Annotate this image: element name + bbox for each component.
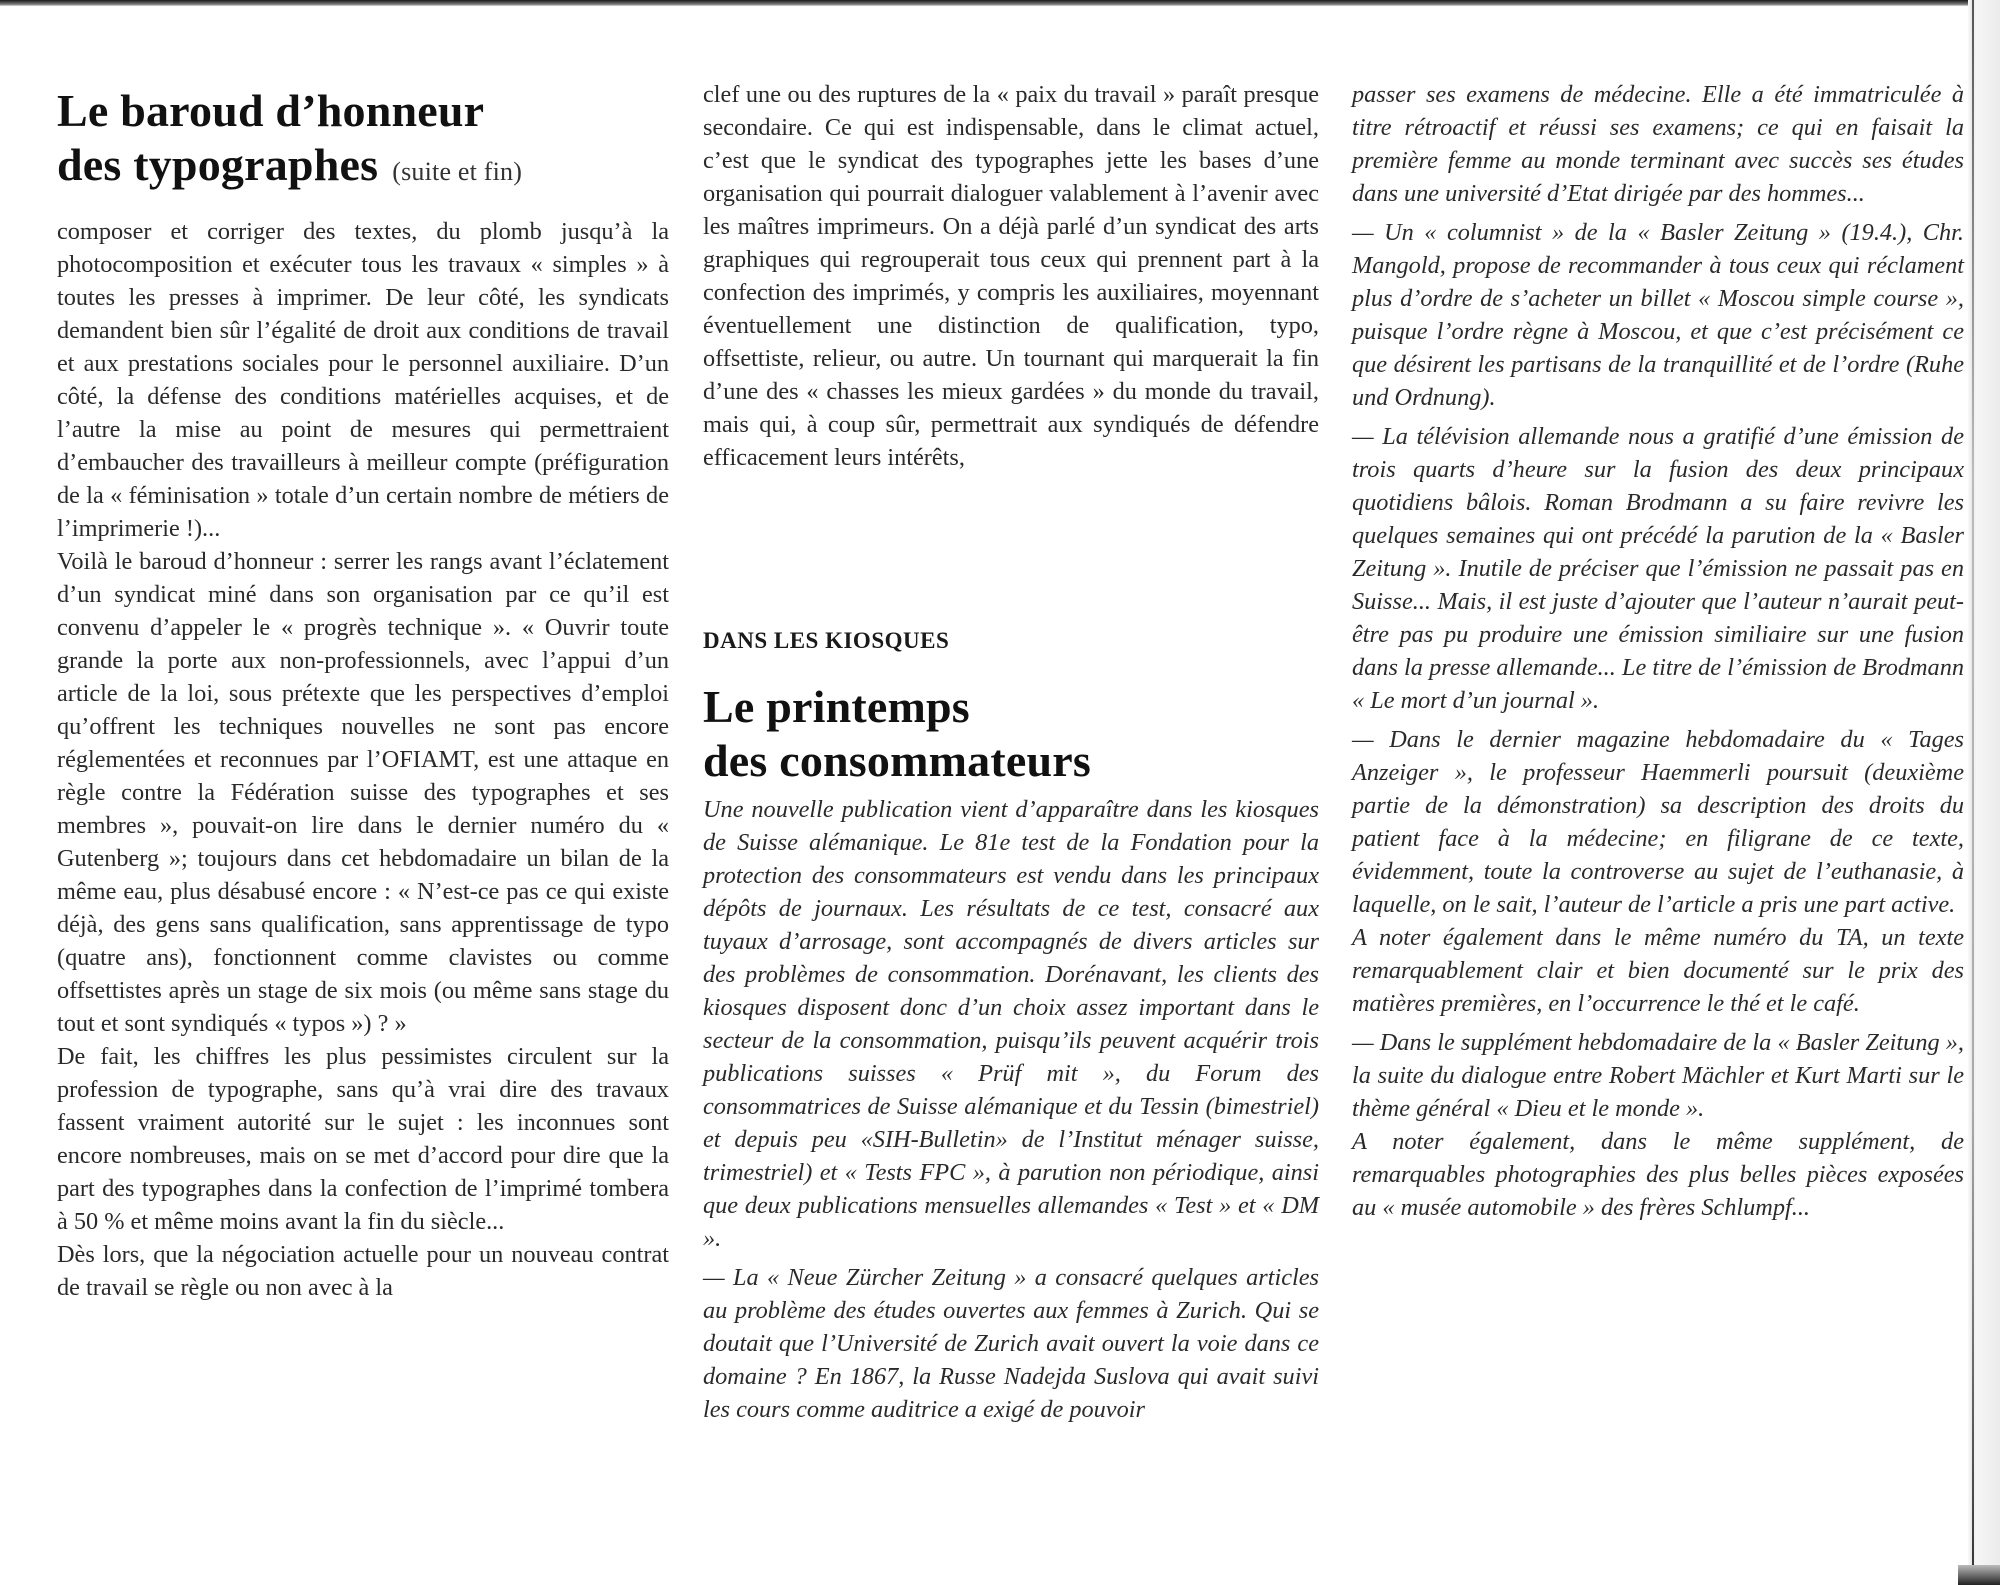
- article2-title-line2: des consommateurs: [703, 735, 1091, 786]
- paragraph: Une nouvelle publication vient d’apparaître dans les kiosques de Suisse alémanique. Le 81e test de la Fondation pour la protection des consommateurs est vendu dans les principaux dépôts de journaux. Les résultats de ce test, consacré aux tuyaux d’arrosage, sont accompagnés de divers articles sur des problèmes de consommation. Dorénavant, les clients des kiosques disposent donc d’un choix assez important dans le secteur de la consommation, puisqu’ils peuvent acquérir trois publications suisses « Prüf mit », du Forum des consommatrices de Suisse alémanique et du Tessin (bimestriel) et depuis peu «SIH-Bulletin» de l’Institut ménager suisse, trimestriel) et « Tests FPC », à parution non périodique, ainsi que deux publications mensuelles allemandes « Test » et « DM ».: [703, 796, 1319, 1252]
- article1-title-line1: Le baroud d’honneur: [57, 85, 485, 136]
- paragraph: — Un « columnist » de la « Basler Zeitung » (19.4.), Chr. Mangold, propose de recommander à tous ceux qui réclament plus d’ordre de s’acheter un billet « Moscou simple course », puisque l’ordre règne à Moscou, et que c’est précisément ce que désirent les partisans de la tranquillité et de l’ordre (Ruhe und Ordnung).: [1352, 219, 1964, 411]
- paragraph: — La télévision allemande nous a gratifié d’une émission de trois quarts d’heure sur la fusion des deux principaux quotidiens bâlois. Roman Brodmann a su faire revivre les quelques semaines qui ont précédé la parution de la « Basler Zeitung ». Inutile de préciser que l’émission ne passait pas en Suisse... Mais, il est juste d’ajouter que l’auteur n’aurait peut-être pas pu produire une émission similiaire sur une fusion dans la presse allemande... Le titre de l’émission de Brodmann « Le mort d’un journal ».: [1352, 423, 1964, 714]
- article1-title-suffix: (suite et fin): [392, 157, 523, 186]
- article1-body-col2: [703, 78, 1319, 474]
- article2-body-col2: [703, 793, 1319, 1426]
- paragraph: De fait, les chiffres les plus pessimistes circulent sur la profession de typographe, sans qu’à vrai dire des travaux fassent vraiment autorité sur le sujet : les inconnues sont encore nombreuses, mais on se met d’accord pour dire que la part des typographes dans la confection de l’imprimé tombera à 50 % et même moins avant la fin du siècle...: [57, 1043, 669, 1235]
- paragraph: — La « Neue Zürcher Zeitung » a consacré quelques articles au problème des études ouvertes aux femmes à Zurich. Qui se doutait que l’Université de Zurich avait ouvert la voie dans ce domaine ? En 1867, la Russe Nadejda Suslova qui avait suivi les cours comme auditrice a exigé de pouvoir: [703, 1264, 1319, 1423]
- page-right-edge: [1968, 0, 2000, 1585]
- article2-title-line1: Le printemps: [703, 681, 970, 732]
- article2-body-col3: [1352, 78, 1964, 1224]
- paragraph: composer et corriger des textes, du plomb jusqu’à la photocomposition et exécuter tous les travaux « simples » à toutes les presses à imprimer. De leur côté, les syndicats demandent bien sûr l’égalité de droit aux conditions de travail et aux prestations sociales pour le personnel auxiliaire. D’un côté, la défense des conditions matérielles acquises, et de l’autre la mise au point de mesures qui permettraient d’embaucher des travailleurs à meilleur compte (préfiguration de la « féminisation » totale d’un certain nombre de métiers de l’imprimerie !)...: [57, 218, 669, 542]
- paragraph: — Dans le dernier magazine hebdomadaire du « Tages Anzeiger », le professeur Haemmerli poursuit (deuxième partie de la démonstration) sa description des droits du patient face à la médecine; en filigrane de ce texte, évidemment, toute la controverse au sujet de l’euthanasie, à laquelle, on le sait, l’auteur de l’article a pris une part active.: [1352, 726, 1964, 918]
- paragraph: — Dans le supplément hebdomadaire de la « Basler Zeitung », la suite du dialogue entre Robert Mächler et Kurt Marti sur le thème général « Dieu et le monde ».: [1352, 1029, 1964, 1122]
- section-kicker: DANS LES KIOSQUES: [703, 628, 950, 653]
- article2-title: [703, 680, 1091, 788]
- paragraph: clef une ou des ruptures de la « paix du travail » paraît presque secondaire. Ce qui est indispensable, dans le climat actuel, c’est que le syndicat des typographes jette les bases d’une organisation qui pourrait dialoguer valablement à l’avenir avec les maîtres imprimeurs. On a déjà parlé d’un syndicat des arts graphiques qui regrouperait tous ceux qui prennent part à la confection des imprimés, y compris les auxiliaires, moyennant éventuellement une distinction de qualification, typo, offsettiste, relieur, ou autre. Un tournant qui marquerait la fin d’une des « chasses les mieux gardées » du monde du travail, mais qui, à coup sûr, permettrait aux syndiqués de défendre efficacement leurs intérêts,: [703, 81, 1319, 471]
- paragraph: passer ses examens de médecine. Elle a été immatriculée à titre rétroactif et réussi ses examens; ce qui en faisait la première femme au monde terminant avec succès ses études dans une université d’Etat dirigée par des hommes...: [1352, 81, 1964, 207]
- page-corner-shadow: [1958, 1565, 2000, 1585]
- paragraph: Voilà le baroud d’honneur : serrer les rangs avant l’éclatement d’un syndicat miné dans son organisation par ce qu’il est convenu d’appeler le « progrès technique ». « Ouvrir toute grande la porte aux non-professionnels, avec l’appui d’un article de la loi, sous prétexte que les perspectives d’emploi qu’offrent les techniques nouvelles ne sont pas encore réglementées et reconnues par l’OFIAMT, est une attaque en règle contre la Fédération suisse des typographes et ses membres », pouvait-on lire dans le dernier numéro du « Gutenberg »; toujours dans cet hebdomadaire un bilan de la même eau, plus désabusé encore : « N’est-ce pas ce qui existe déjà, des gens sans qualification, sans apprentissage de typo (quatre ans), fonctionnent comme clavistes ou comme offsettistes après un stage de six mois (ou même sans stage du tout et sont syndiqués « typos ») ? »: [57, 548, 669, 1037]
- article1-title: [57, 84, 522, 199]
- page-top-edge: [0, 0, 2000, 6]
- paragraph: A noter également, dans le même supplément, de remarquables photographies des plus belles pièces exposées au « musée automobile » des frères Schlumpf...: [1352, 1128, 1964, 1221]
- paragraph: Dès lors, que la négociation actuelle pour un nouveau contrat de travail se règle ou non avec à la: [57, 1241, 669, 1301]
- paragraph: A noter également dans le même numéro du TA, un texte remarquablement clair et bien documenté sur le prix des matières premières, en l’occurrence le thé et le café.: [1352, 924, 1964, 1017]
- article1-title-line2: des typographes: [57, 139, 379, 190]
- article1-body-col1: [57, 215, 669, 1304]
